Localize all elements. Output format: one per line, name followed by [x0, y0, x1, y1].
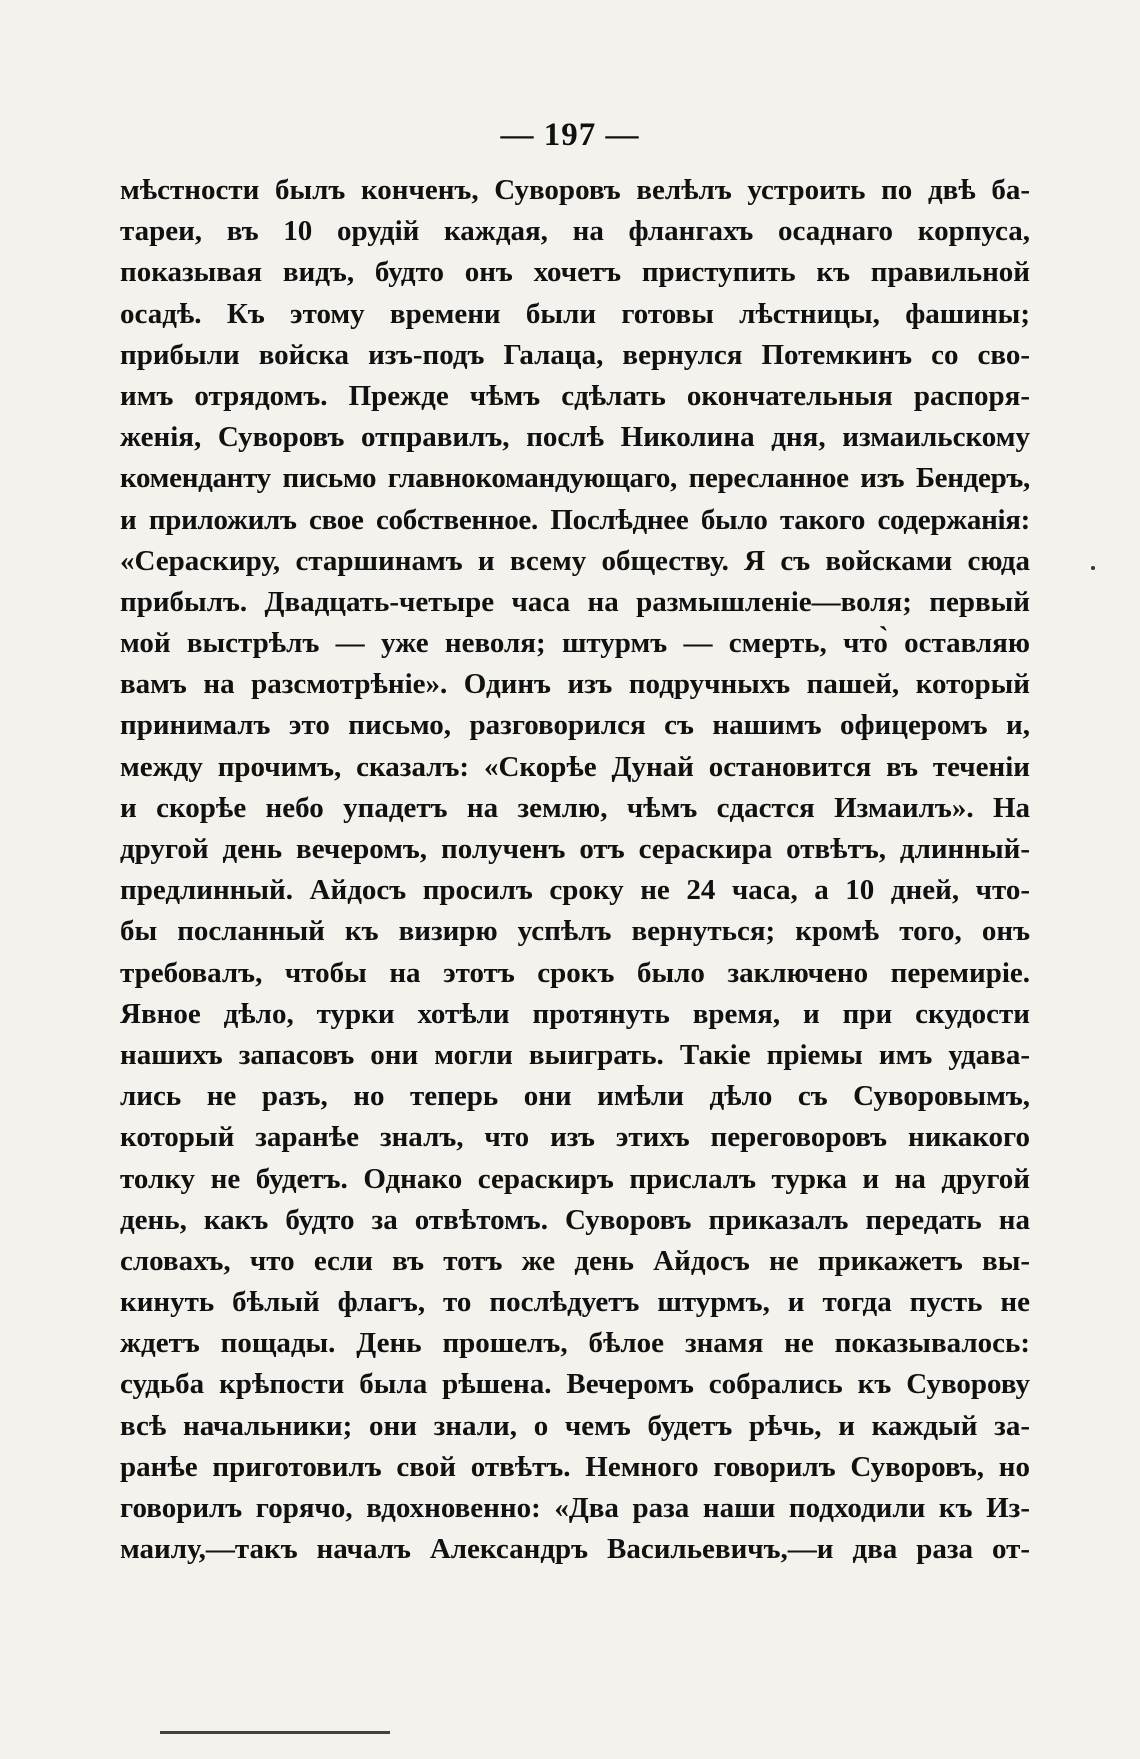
text-line: мой выстрѣлъ — уже неволя; штурмъ — смерть, что̀ оставляю: [120, 627, 1030, 660]
text-line: бы посланный къ визирю успѣлъ вернуться; кромѣ того, онъ: [120, 915, 1030, 948]
text-line: судьба крѣпости была рѣшена. Вечеромъ собрались къ Суворову: [120, 1368, 1030, 1401]
text-line: говорилъ горячо, вдохновенно: «Два раза наши подходили къ Из-: [120, 1492, 1030, 1524]
text-line: всѣ начальники; они знали, о чемъ будетъ рѣчь, и каждый за-: [120, 1409, 1030, 1442]
print-speck: [1091, 566, 1095, 570]
text-line: коменданту письмо главнокомандующаго, пересланное изъ Бендеръ,: [120, 462, 1030, 495]
text-line: Явное дѣло, турки хотѣли протянуть время, и при скудости: [120, 997, 1030, 1030]
page-number: — 197 —: [500, 117, 640, 153]
text-line: между прочимъ, сказалъ: «Скорѣе Дунай остановится въ теченіи: [120, 750, 1030, 783]
text-line: показывая видъ, будто онъ хочетъ приступить къ правильной: [120, 256, 1030, 289]
text-line: предлинный. Айдосъ просилъ сроку не 24 часа, а 10 дней, что-: [120, 874, 1030, 907]
text-line: принималъ это письмо, разговорился съ нашимъ офицеромъ и,: [120, 709, 1030, 742]
text-line: тареи, въ 10 орудій каждая, на флангахъ осаднаго корпуса,: [120, 215, 1030, 248]
text-line: мѣстности былъ конченъ, Суворовъ велѣлъ устроить по двѣ ба-: [120, 174, 1030, 206]
text-line: имъ отрядомъ. Прежде чѣмъ сдѣлать окончательныя распоря-: [120, 379, 1030, 412]
text-line: маилу,—такъ началъ Александръ Васильевичъ,—и два раза от-: [120, 1533, 1030, 1566]
text-line: кинуть бѣлый флагъ, то послѣдуетъ штурмъ, и тогда пусть не: [120, 1286, 1030, 1319]
text-line: другой день вечеромъ, полученъ отъ сераскира отвѣтъ, длинный-: [120, 833, 1030, 865]
footer-rule: [160, 1731, 390, 1734]
text-line: ждетъ пощады. День прошелъ, бѣлое знамя не показывалось:: [120, 1327, 1030, 1360]
text-line: женія, Суворовъ отправилъ, послѣ Николина дня, измаильскому: [120, 421, 1030, 454]
text-line: нашихъ запасовъ они могли выиграть. Такіе пріемы имъ удава-: [120, 1038, 1030, 1071]
text-line: прибылъ. Двадцать-четыре часа на размышленіе—воля; первый: [120, 585, 1030, 618]
text-line: прибыли войска изъ-подъ Галаца, вернулся Потемкинъ со сво-: [120, 338, 1030, 371]
body-text: [120, 170, 1030, 1570]
text-line: осадѣ. Къ этому времени были готовы лѣстницы, фашины;: [120, 297, 1030, 330]
text-line: день, какъ будто за отвѣтомъ. Суворовъ приказалъ передать на: [120, 1203, 1030, 1236]
text-line: и приложилъ свое собственное. Послѣднее было такого содержанія:: [120, 503, 1030, 536]
text-line: и скорѣе небо упадетъ на землю, чѣмъ сдастся Измаилъ». На: [120, 791, 1030, 824]
text-line: лись не разъ, но теперь они имѣли дѣло съ Суворовымъ,: [120, 1080, 1030, 1113]
text-line: ранѣе приготовилъ свой отвѣтъ. Немного говорилъ Суворовъ, но: [120, 1450, 1030, 1483]
text-line: толку не будетъ. Однако сераскиръ прислалъ турка и на другой: [120, 1162, 1030, 1195]
text-line: который заранѣе зналъ, что изъ этихъ переговоровъ никакого: [120, 1121, 1030, 1154]
text-line: требовалъ, чтобы на этотъ срокъ было заключено перемиріе.: [120, 956, 1030, 989]
text-line: вамъ на разсмотрѣніе». Одинъ изъ подручныхъ пашей, который: [120, 668, 1030, 701]
text-line: «Сераскиру, старшинамъ и всему обществу. Я съ войсками сюда: [120, 544, 1030, 577]
text-line: словахъ, что если въ тотъ же день Айдосъ не прикажетъ вы-: [120, 1244, 1030, 1277]
